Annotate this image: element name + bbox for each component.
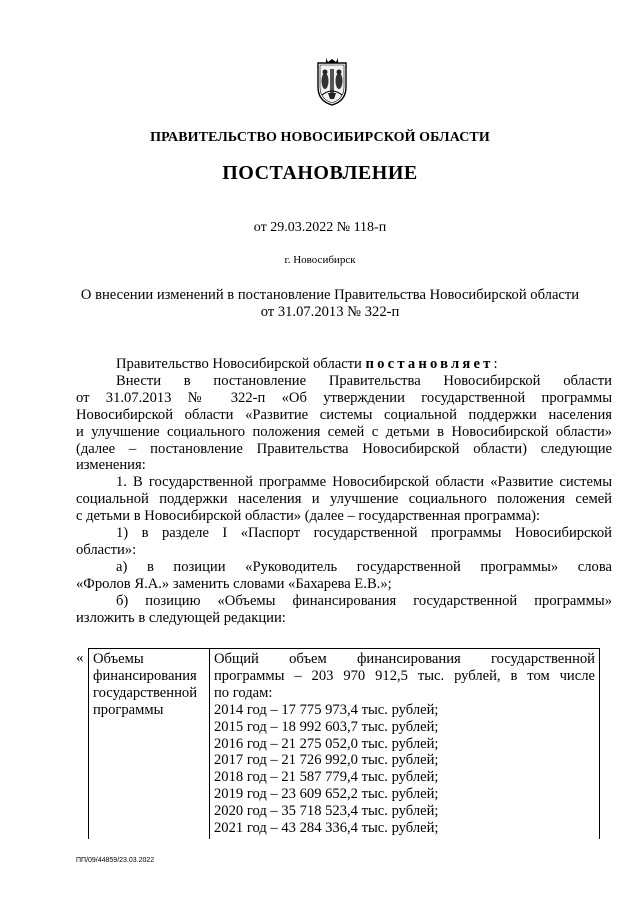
date-and-number: от 29.03.2022 № 118-п xyxy=(253,220,387,235)
subject-line: от 31.07.2013 № 322-п xyxy=(260,304,400,320)
document-code: ПП/09/44859/23.03.2022 xyxy=(76,857,155,864)
government-name: ПРАВИТЕЛЬСТВО НОВОСИБИРСКОЙ ОБЛАСТИ xyxy=(150,130,490,145)
body-line: от 31.07.2013 № 322-п «Об утверждении государственной программы xyxy=(76,389,612,406)
value-line: по годам: xyxy=(214,684,273,701)
body-line: изменения: xyxy=(76,457,146,474)
table-cell-value xyxy=(210,649,600,839)
year-amount: 2014 год – 17 775 973,4 тыс. рублей; xyxy=(214,701,439,718)
body-line: б) позицию «Объемы финансирования государственной программы» xyxy=(116,592,612,609)
body-line: с детьми в Новосибирской области» (далее – государственная программа): xyxy=(76,508,541,525)
table-cell-label: Объемы финансирования государственной программы xyxy=(89,649,210,839)
year-amount: 2020 год – 35 718 523,4 тыс. рублей; xyxy=(214,803,439,820)
value-line: Общий объем финансирования государственной xyxy=(214,651,595,667)
coat-of-arms-icon xyxy=(314,57,350,107)
financing-table xyxy=(88,648,600,839)
city: г. Новосибирск xyxy=(284,254,356,266)
year-amount: 2019 год – 23 609 652,2 тыс. рублей; xyxy=(214,786,439,803)
body-paragraph xyxy=(76,356,612,373)
body-line: Внести в постановление Правительства Новосибирской области xyxy=(116,372,612,389)
document-type: ПОСТАНОВЛЕНИЕ xyxy=(222,162,418,184)
subject-line: О внесении изменений в постановление Правительства Новосибирской области xyxy=(80,287,580,303)
year-amount: 2021 год – 43 284 336,4 тыс. рублей; xyxy=(214,820,439,837)
body-line: а) в позиции «Руководитель государственной программы» слова xyxy=(116,558,612,575)
body-line: изложить в следующей редакции: xyxy=(76,609,286,626)
year-amount: 2015 год – 18 992 603,7 тыс. рублей; xyxy=(214,718,439,735)
body-line: 1) в разделе I «Паспорт государственной программы Новосибирской xyxy=(116,525,612,542)
body-line: «Фролов Я.А.» заменить словами «Бахарева Е.В.»; xyxy=(76,575,392,592)
body-line: области»: xyxy=(76,541,137,558)
value-line: программы – 203 970 912,5 тыс. рублей, в том числе xyxy=(214,667,595,684)
body-line: и улучшение социального положения семей с детьми в Новосибирской области» xyxy=(76,423,612,440)
financing-table-block xyxy=(76,648,612,850)
open-quote: « xyxy=(76,650,84,666)
year-amount: 2018 год – 21 587 779,4 тыс. рублей; xyxy=(214,769,439,786)
year-amount: 2017 год – 21 726 992,0 тыс. рублей; xyxy=(214,752,439,769)
body-line: социальной поддержки населения и улучшение социального положения семей xyxy=(76,491,612,508)
document-subject xyxy=(60,287,600,321)
body-line: Новосибирской области «Развитие системы социальной поддержки населения xyxy=(76,406,612,423)
body-line: 1. В государственной программе Новосибирской области «Развитие системы xyxy=(116,474,612,491)
text-run: : xyxy=(493,356,498,372)
table-row xyxy=(89,649,600,839)
document-body xyxy=(76,356,612,627)
text-run: Правительство Новосибирской области xyxy=(116,356,366,372)
year-amount: 2016 год – 21 275 052,0 тыс. рублей; xyxy=(214,735,439,752)
spaced-word: постановляет xyxy=(365,356,494,372)
body-line: (далее – постановление Правительства Новосибирской области) следующие xyxy=(76,440,612,457)
